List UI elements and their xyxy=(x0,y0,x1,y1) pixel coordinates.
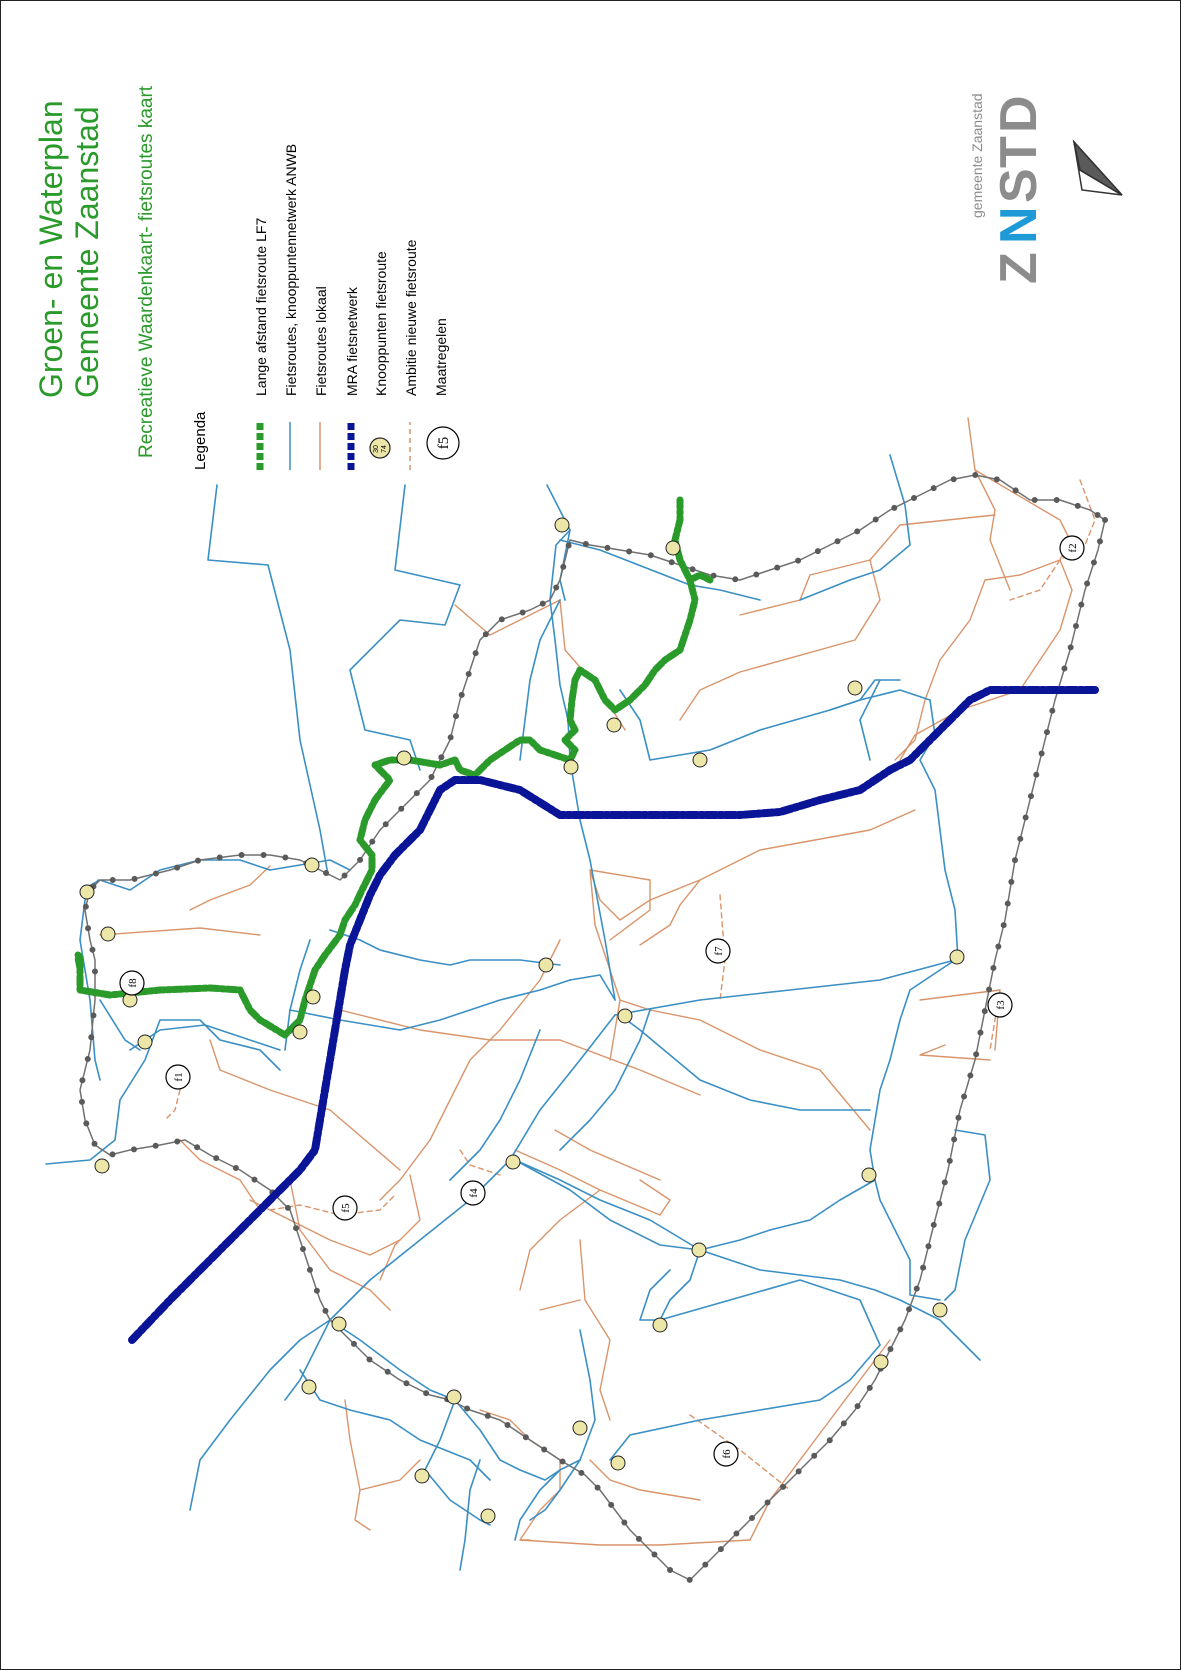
logo-org-text: gemeente Zaanstad xyxy=(969,93,985,218)
measure-f5[interactable] xyxy=(333,1196,357,1220)
title-line-1: Groen- en Waterplan xyxy=(33,100,69,398)
legend-label-node: Knooppunten fietsroute xyxy=(373,251,389,396)
title-line-2: Gemeente Zaanstad xyxy=(69,106,105,398)
legend-label-measure: Maatregelen xyxy=(433,318,449,396)
legend-node-number-sub: 74 xyxy=(381,445,388,453)
measure-f7-label: f7 xyxy=(713,946,725,956)
local-routes xyxy=(100,418,1072,1545)
legend xyxy=(192,144,459,470)
legend-label-ambition: Ambitie nieuwe fietsroute xyxy=(403,239,419,396)
measure-f8[interactable] xyxy=(120,971,144,995)
legend-symbol-measure xyxy=(427,427,459,459)
map-network xyxy=(46,418,1105,1580)
legend-label-lf7: Lange afstand fietsroute LF7 xyxy=(253,217,269,396)
logo-letter-s: S xyxy=(990,168,1048,203)
subtitle: Recreatieve Waardenkaart- fietsroutes kaart xyxy=(136,85,157,458)
measure-f3-label: f3 xyxy=(995,1000,1007,1010)
logo-letter-n: N xyxy=(990,206,1048,244)
legend-label-local: Fietsroutes lokaal xyxy=(313,286,329,396)
legend-label-mra: MRA fietsnetwerk xyxy=(344,287,360,396)
legend-measure-label: f5 xyxy=(436,436,452,450)
measure-f5-label: f5 xyxy=(340,1203,352,1213)
legend-node-number: 30 xyxy=(373,445,380,453)
logo-letter-d: D xyxy=(990,95,1048,133)
measure-f2-label: f2 xyxy=(1067,543,1079,553)
north-arrow-icon xyxy=(1074,142,1122,195)
measure-f3[interactable] xyxy=(988,993,1012,1017)
measure-f2[interactable] xyxy=(1060,536,1084,560)
measure-f6-label: f6 xyxy=(721,1449,733,1459)
zaanstad-logo xyxy=(969,93,1048,284)
title-block xyxy=(33,85,157,458)
mra-route xyxy=(132,690,1095,1340)
node-points xyxy=(80,518,964,1523)
measure-f1-label: f1 xyxy=(173,1072,185,1082)
measure-f1[interactable] xyxy=(166,1065,190,1089)
measure-f8-label: f8 xyxy=(127,978,139,988)
legend-heading: Legenda xyxy=(192,411,209,470)
logo-letter-t: T xyxy=(990,136,1048,168)
logo-letter-z: Z xyxy=(990,252,1048,284)
measure-f4[interactable] xyxy=(461,1181,485,1205)
legend-label-anwb: Fietsroutes, knooppuntennetwerk ANWB xyxy=(283,143,299,396)
ambition-routes xyxy=(165,480,1095,1490)
legend-symbol-node xyxy=(370,438,390,458)
measure-f7[interactable] xyxy=(706,939,730,963)
measure-f4-label: f4 xyxy=(468,1188,480,1198)
lf7-route xyxy=(78,500,710,1035)
measure-f6[interactable] xyxy=(714,1442,738,1466)
anwb-routes xyxy=(46,455,990,1570)
